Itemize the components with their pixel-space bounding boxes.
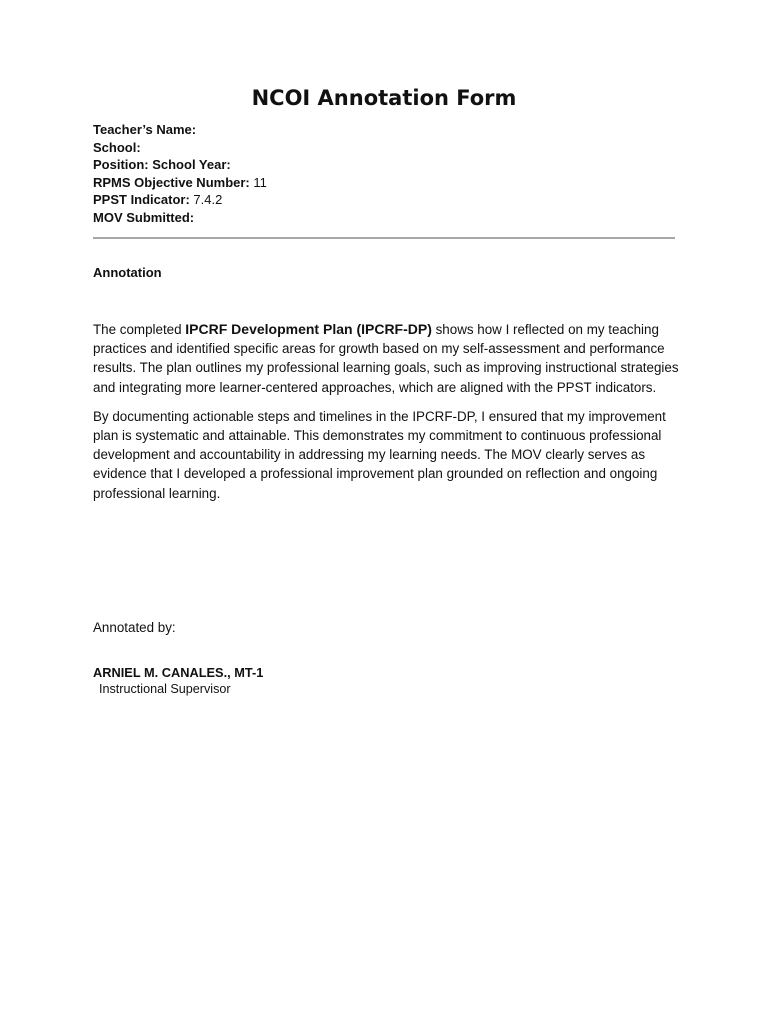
annotation-heading: Annotation bbox=[93, 265, 162, 280]
form-title: NCOI Annotation Form bbox=[251, 86, 517, 110]
field-school bbox=[93, 139, 683, 157]
field-label: School: bbox=[93, 139, 141, 155]
signer-name: ARNIEL M. CANALES., MT-1 bbox=[93, 665, 264, 680]
field-teacher-name bbox=[93, 121, 683, 139]
field-value: 11 bbox=[253, 174, 267, 190]
annotation-paragraph-1 bbox=[93, 320, 683, 397]
field-rpms-objective bbox=[93, 174, 683, 192]
paragraph-text: The completed bbox=[93, 322, 186, 337]
field-mov-submitted bbox=[93, 209, 683, 227]
header-fields bbox=[93, 121, 683, 227]
field-label: RPMS Objective Number: bbox=[93, 174, 250, 190]
paragraph-text: shows how I reflected on my teaching practices and identified specific areas for growth based on my self-assessment and performance results. The plan outlines my professional learning goals, such as improving instructional strategies and integrating more learner-centered approaches, which are aligned with the PPST indicators. bbox=[93, 322, 679, 395]
signer-role: Instructional Supervisor bbox=[99, 682, 231, 696]
emphasized-plan-name: IPCRF Development Plan (IPCRF-DP) bbox=[185, 321, 432, 337]
annotation-paragraph-2: By documenting actionable steps and timelines in the IPCRF-DP, I ensured that my improvement plan is systematic and attainable. This demonstrates my commitment to continuous professional development and accountability in addressing my learning needs. The MOV clearly serves as evidence that I developed a professional improvement plan grounded on reflection and ongoing professional learning. bbox=[93, 408, 666, 501]
field-position-school-year bbox=[93, 156, 683, 174]
field-label: Teacher’s Name: bbox=[93, 122, 197, 137]
field-value: 7.4.2 bbox=[193, 192, 223, 208]
field-label: Position: School Year: bbox=[93, 157, 231, 173]
annotation-body bbox=[93, 320, 683, 513]
field-label: PPST Indicator: bbox=[93, 192, 190, 208]
field-ppst-indicator bbox=[93, 191, 683, 209]
field-label: MOV Submitted: bbox=[93, 209, 195, 225]
annotated-by-label: Annotated by: bbox=[93, 620, 176, 635]
section-divider bbox=[93, 237, 675, 239]
